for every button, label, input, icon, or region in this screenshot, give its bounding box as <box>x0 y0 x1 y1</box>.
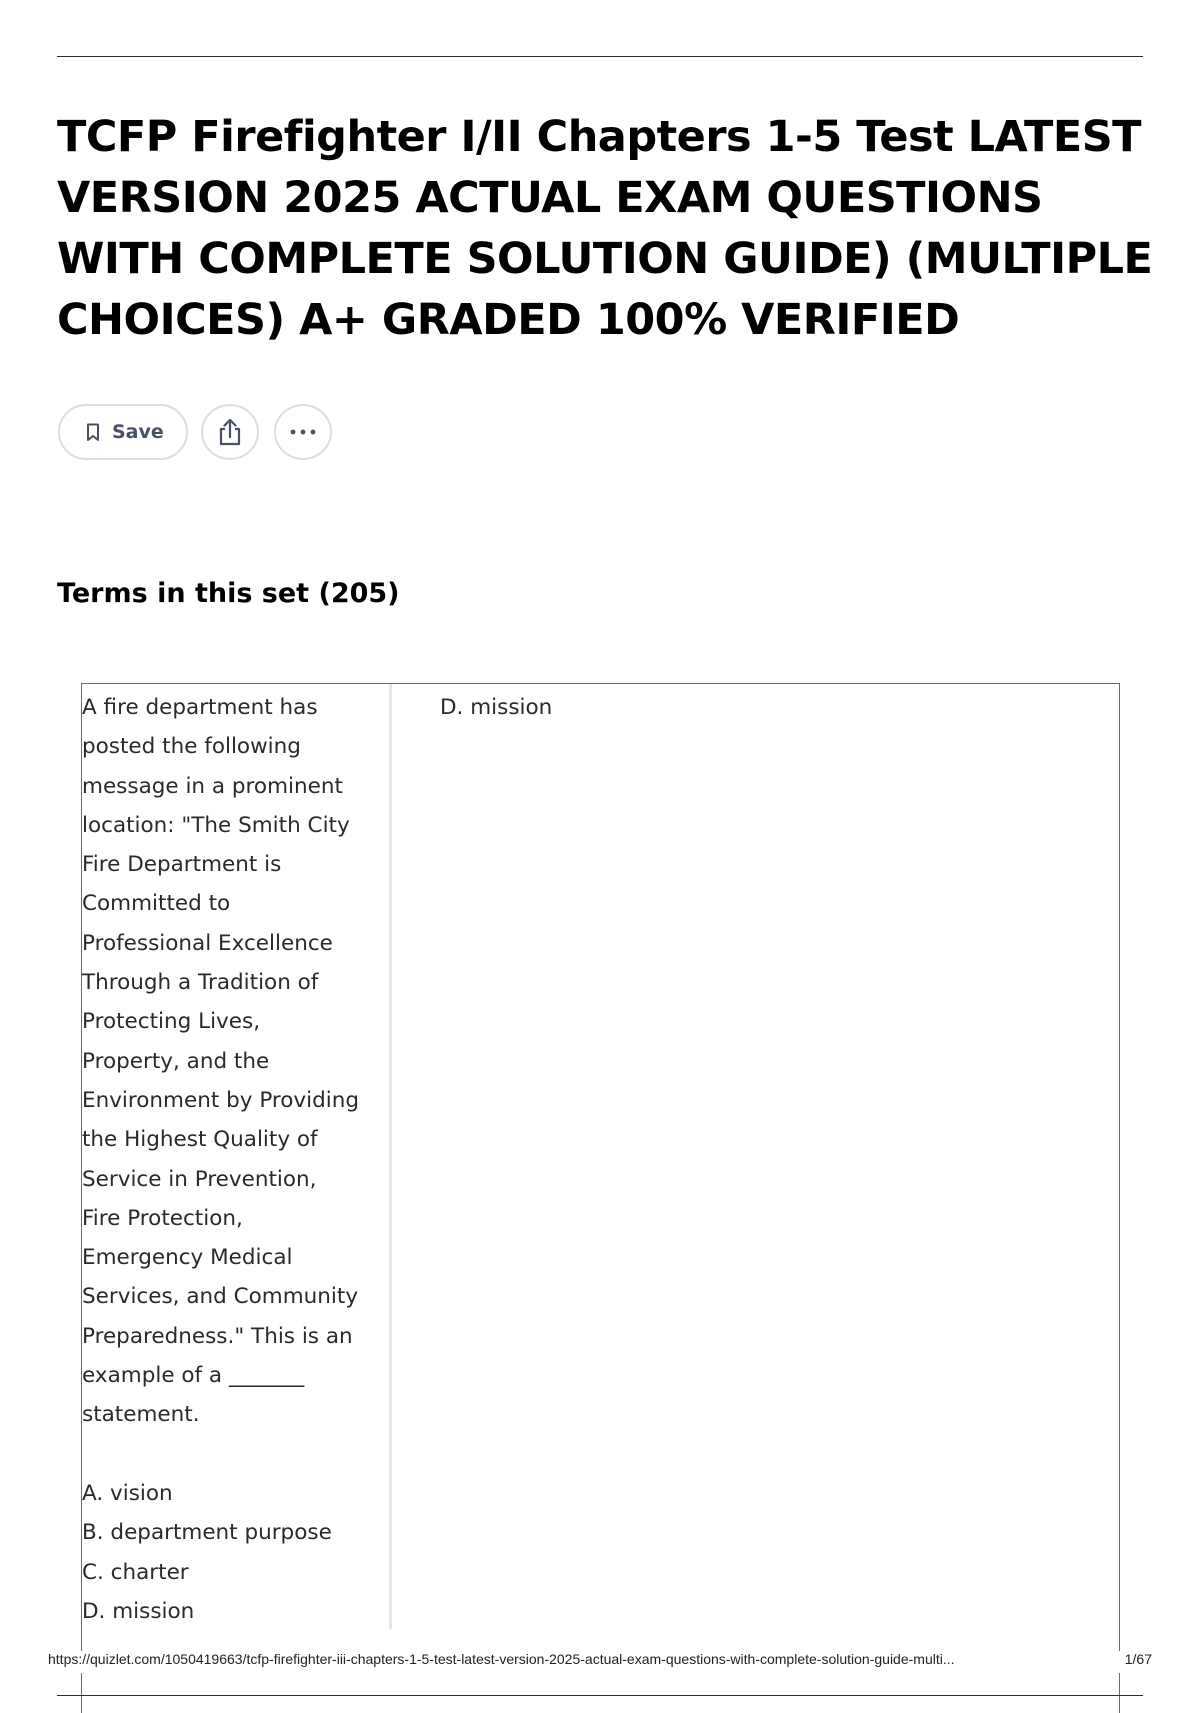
print-url: https://quizlet.com/1050419663/tcfp-firefighter-iii-chapters-1-5-test-latest-version-2025-actual-exam-questions-with-complete-solution-guide-multi... <box>48 1651 955 1667</box>
title-line: WITH COMPLETE SOLUTION GUIDE) (MULTIPLE <box>57 234 1153 284</box>
card-divider <box>389 684 392 1629</box>
definition-text: D. mission <box>440 695 553 720</box>
term-line: Protecting Lives, <box>82 1009 261 1035</box>
term-line: Fire Protection, <box>82 1205 243 1231</box>
title-line: TCFP Firefighter I/II Chapters 1-5 Test LATEST <box>57 112 1141 162</box>
term-line: Emergency Medical <box>82 1245 293 1271</box>
title-line: VERSION 2025 ACTUAL EXAM QUESTIONS <box>57 173 1043 223</box>
term-line: Service in Prevention, <box>82 1166 317 1192</box>
term-line: B. department purpose <box>82 1520 332 1546</box>
term-line: Professional Excellence <box>82 930 333 956</box>
term-line <box>82 1435 382 1474</box>
term-line: message in a prominent <box>82 773 343 799</box>
title-line: CHOICES) A+ GRADED 100% VERIFIED <box>57 295 960 345</box>
term-line: the Highest Quality of <box>82 1127 318 1153</box>
term-line: Property, and the <box>82 1048 270 1074</box>
term-line: posted the following <box>82 734 301 760</box>
term-line: Fire Department is <box>82 852 282 878</box>
footer-rule <box>57 1695 1143 1696</box>
term-line: Environment by Providing <box>82 1087 360 1113</box>
save-button-label: Save <box>112 421 164 443</box>
bookmark-icon <box>86 423 100 442</box>
term-line: statement. <box>82 1402 200 1428</box>
term-line: Preparedness." This is an <box>82 1323 353 1349</box>
term-line: A fire department has <box>82 695 318 720</box>
term-line: D. mission <box>82 1598 195 1624</box>
page-title <box>57 107 1157 351</box>
more-icon <box>289 429 317 435</box>
save-button[interactable] <box>58 404 188 460</box>
term-line: C. charter <box>82 1559 189 1585</box>
term-card <box>81 683 1120 1713</box>
term-line: example of a _______ <box>82 1363 305 1389</box>
share-button[interactable] <box>201 404 259 460</box>
terms-heading: Terms in this set (205) <box>57 578 400 609</box>
print-page-number: 1/67 <box>1124 1651 1152 1667</box>
term-line: Committed to <box>82 891 231 917</box>
term-line: Through a Tradition of <box>82 970 319 996</box>
term-text <box>82 688 382 1631</box>
term-line: location: "The Smith City <box>82 812 350 838</box>
more-options-button[interactable] <box>274 404 332 460</box>
header-rule <box>57 56 1143 57</box>
share-icon <box>217 418 243 446</box>
term-line: A. vision <box>82 1480 173 1506</box>
print-footer <box>48 1651 1152 1673</box>
term-line: Services, and Community <box>82 1284 359 1310</box>
